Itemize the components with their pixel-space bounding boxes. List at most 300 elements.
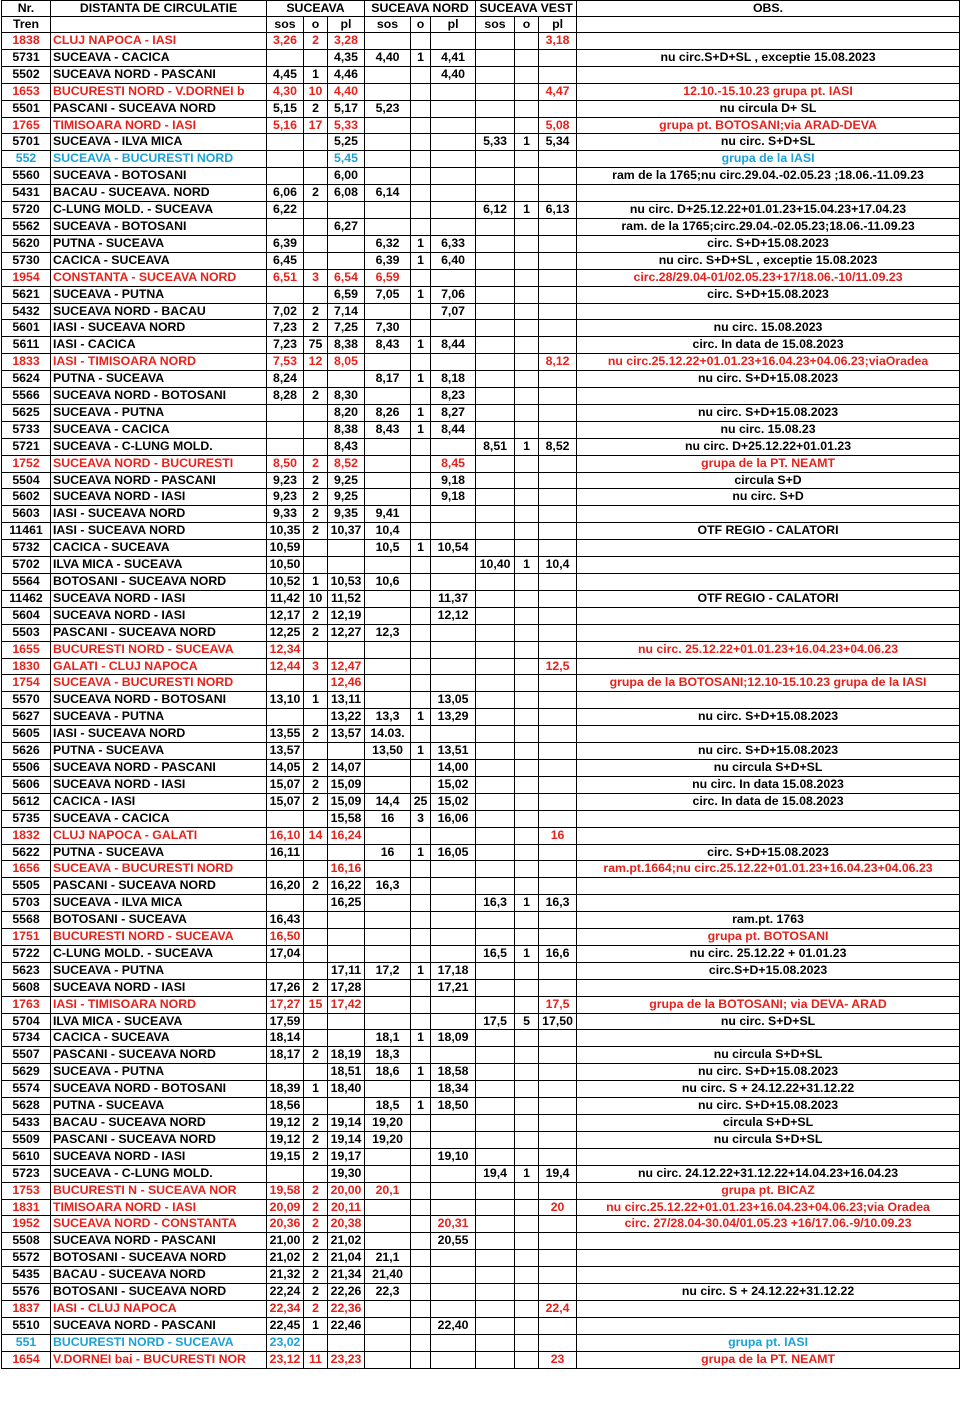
- suceava-pl: 19,14: [328, 1115, 365, 1132]
- suceava-sos: 10,52: [267, 574, 304, 591]
- route: IASI - SUCEAVA NORD: [51, 320, 267, 337]
- suceava-o: 2: [304, 33, 328, 50]
- suceava-o: [304, 438, 328, 455]
- suceava-vest-pl: [539, 641, 577, 658]
- suceava-pl: 8,30: [328, 388, 365, 405]
- route: SUCEAVA NORD - IASI: [51, 1148, 267, 1165]
- timetable: [1, 0, 960, 1369]
- suceava-vest-o: [515, 827, 539, 844]
- suceava-sos: 16,43: [267, 912, 304, 929]
- suceava-sos: 5,16: [267, 117, 304, 134]
- train-number: 5720: [2, 202, 51, 219]
- table-row: [2, 1064, 960, 1081]
- suceava-pl: 19,14: [328, 1131, 365, 1148]
- suceava-nord-sos: 17,2: [365, 962, 411, 979]
- suceava-nord-pl: [431, 438, 476, 455]
- suceava-vest-o: [515, 641, 539, 658]
- suceava-sos: 13,55: [267, 726, 304, 743]
- suceava-nord-pl: 17,18: [431, 962, 476, 979]
- table-row: [2, 557, 960, 574]
- suceava-nord-o: [411, 83, 431, 100]
- suceava-vest-pl: [539, 1098, 577, 1115]
- suceava-vest-sos: [476, 709, 515, 726]
- train-number: 5608: [2, 979, 51, 996]
- train-number: 1832: [2, 827, 51, 844]
- suceava-pl: 6,27: [328, 218, 365, 235]
- route: SUCEAVA - PUTNA: [51, 1064, 267, 1081]
- suceava-nord-sos: 21,1: [365, 1250, 411, 1267]
- route: SUCEAVA NORD - IASI: [51, 776, 267, 793]
- observation: nu circ. S+D: [577, 489, 960, 506]
- route: SUCEAVA - BOTOSANI: [51, 218, 267, 235]
- suceava-pl: [328, 202, 365, 219]
- suceava-o: [304, 49, 328, 66]
- suceava-pl: 15,09: [328, 776, 365, 793]
- suceava-nord-o: [411, 759, 431, 776]
- suceava-o: 2: [304, 776, 328, 793]
- suceava-nord-o: [411, 912, 431, 929]
- suceava-pl: 18,40: [328, 1081, 365, 1098]
- table-row: [2, 1030, 960, 1047]
- suceava-nord-o: [411, 354, 431, 371]
- suceava-vest-sos: [476, 506, 515, 523]
- suceava-vest-pl: [539, 269, 577, 286]
- route: PASCANI - SUCEAVA NORD: [51, 624, 267, 641]
- suceava-sos: 14,05: [267, 759, 304, 776]
- suceava-vest-pl: [539, 523, 577, 540]
- train-number: 5610: [2, 1148, 51, 1165]
- suceava-vest-pl: [539, 185, 577, 202]
- observation: nu circ. S + 24.12.22+31.12.22: [577, 1081, 960, 1098]
- suceava-nord-sos: [365, 929, 411, 946]
- suceava-nord-pl: 8,44: [431, 337, 476, 354]
- train-number: 1763: [2, 996, 51, 1013]
- route: BOTOSANI - SUCEAVA NORD: [51, 1250, 267, 1267]
- suceava-vest-o: [515, 354, 539, 371]
- suceava-nord-pl: 15,02: [431, 793, 476, 810]
- suceava-vest-sos: [476, 66, 515, 83]
- train-number: 5602: [2, 489, 51, 506]
- suceava-nord-o: [411, 523, 431, 540]
- route: TIMISOARA NORD - IASI: [51, 117, 267, 134]
- route: PUTNA - SUCEAVA: [51, 235, 267, 252]
- suceava-pl: [328, 1030, 365, 1047]
- suceava-nord-o: [411, 641, 431, 658]
- suceava-sos: 19,12: [267, 1131, 304, 1148]
- route: BOTOSANI - SUCEAVA NORD: [51, 574, 267, 591]
- train-number: 5504: [2, 472, 51, 489]
- suceava-nord-o: [411, 1182, 431, 1199]
- suceava-vest-pl: [539, 844, 577, 861]
- suceava-sos: 19,58: [267, 1182, 304, 1199]
- table-row: [2, 320, 960, 337]
- route: SUCEAVA NORD - IASI: [51, 590, 267, 607]
- suceava-nord-pl: 18,58: [431, 1064, 476, 1081]
- suceava-sos: 18,14: [267, 1030, 304, 1047]
- suceava-vest-o: [515, 692, 539, 709]
- timetable-body: [2, 33, 960, 1369]
- suceava-nord-o: [411, 574, 431, 591]
- observation: grupa de la BOTOSANI; via DEVA- ARAD: [577, 996, 960, 1013]
- route: BUCURESTI NORD - SUCEAVA: [51, 641, 267, 658]
- train-number: 1954: [2, 269, 51, 286]
- suceava-pl: 8,38: [328, 421, 365, 438]
- observation: nu circ. 15.08.2023: [577, 320, 960, 337]
- suceava-nord-sos: 16: [365, 810, 411, 827]
- route: SUCEAVA NORD - PASCANI: [51, 1233, 267, 1250]
- train-number: 5506: [2, 759, 51, 776]
- suceava-pl: 8,52: [328, 455, 365, 472]
- suceava-nord-pl: 8,18: [431, 371, 476, 388]
- suceava-nord-pl: [431, 1284, 476, 1301]
- route: IASI - CACICA: [51, 337, 267, 354]
- suceava-pl: 12,27: [328, 624, 365, 641]
- suceava-nord-o: [411, 151, 431, 168]
- suceava-nord-o: [411, 388, 431, 405]
- suceava-vest-pl: 5,34: [539, 134, 577, 151]
- train-number: 5620: [2, 235, 51, 252]
- observation: ram.pt.1664;nu circ.25.12.22+01.01.23+16.04.23+04.06.23: [577, 861, 960, 878]
- suceava-vest-sos: [476, 1131, 515, 1148]
- suceava-vest-o: [515, 658, 539, 675]
- suceava-vest-o: [515, 1233, 539, 1250]
- suceava-o: 2: [304, 1115, 328, 1132]
- suceava-pl: 4,40: [328, 83, 365, 100]
- suceava-o: 2: [304, 1047, 328, 1064]
- suceava-sos: [267, 438, 304, 455]
- observation: nu circ. In data 15.08.2023: [577, 776, 960, 793]
- suceava-o: 10: [304, 83, 328, 100]
- suceava-sos: 23,12: [267, 1351, 304, 1368]
- observation: [577, 506, 960, 523]
- suceava-pl: [328, 641, 365, 658]
- train-number: 11462: [2, 590, 51, 607]
- suceava-vest-sos: [476, 912, 515, 929]
- train-number: 5562: [2, 218, 51, 235]
- suceava-vest-sos: [476, 861, 515, 878]
- observation: grupa de la PT. NEAMT: [577, 1351, 960, 1368]
- suceava-nord-o: [411, 1267, 431, 1284]
- suceava-vest-o: [515, 1115, 539, 1132]
- suceava-pl: 5,25: [328, 134, 365, 151]
- suceava-o: 2: [304, 878, 328, 895]
- header-nr: Nr.: [2, 1, 51, 17]
- suceava-nord-pl: 13,29: [431, 709, 476, 726]
- train-number: 1656: [2, 861, 51, 878]
- route: C-LUNG MOLD. - SUCEAVA: [51, 945, 267, 962]
- table-row: [2, 759, 960, 776]
- suceava-nord-pl: [431, 624, 476, 641]
- observation: circ. In data de 15.08.2023: [577, 793, 960, 810]
- suceava-vest-pl: [539, 1047, 577, 1064]
- suceava-sos: 17,27: [267, 996, 304, 1013]
- suceava-vest-o: [515, 675, 539, 692]
- observation: circ. S+D+15.08.2023: [577, 235, 960, 252]
- train-number: 5734: [2, 1030, 51, 1047]
- suceava-o: 2: [304, 759, 328, 776]
- suceava-vest-sos: [476, 168, 515, 185]
- suceava-vest-sos: [476, 844, 515, 861]
- suceava-vest-sos: 10,40: [476, 557, 515, 574]
- suceava-nord-sos: [365, 134, 411, 151]
- suceava-vest-sos: [476, 151, 515, 168]
- suceava-nord-sos: 9,41: [365, 506, 411, 523]
- suceava-nord-sos: [365, 117, 411, 134]
- suceava-vest-o: [515, 844, 539, 861]
- suceava-vest-pl: 20: [539, 1199, 577, 1216]
- suceava-vest-o: [515, 33, 539, 50]
- suceava-nord-sos: 16: [365, 844, 411, 861]
- train-number: 11461: [2, 523, 51, 540]
- header-row-2: [2, 17, 960, 33]
- observation: nu circ.25.12.22+01.01.23+16.04.23+04.06.23;via Oradea: [577, 1199, 960, 1216]
- suceava-sos: 10,50: [267, 557, 304, 574]
- suceava-vest-o: [515, 1267, 539, 1284]
- suceava-o: 11: [304, 1351, 328, 1368]
- train-number: 5626: [2, 743, 51, 760]
- suceava-nord-sos: [365, 1300, 411, 1317]
- suceava-nord-pl: [431, 506, 476, 523]
- suceava-nord-sos: [365, 1334, 411, 1351]
- observation: [577, 658, 960, 675]
- suceava-nord-sos: 18,5: [365, 1098, 411, 1115]
- suceava-nord-o: 1: [411, 337, 431, 354]
- suceava-pl: 7,14: [328, 303, 365, 320]
- table-row: [2, 878, 960, 895]
- suceava-nord-sos: [365, 912, 411, 929]
- suceava-nord-sos: 8,17: [365, 371, 411, 388]
- suceava-nord-o: [411, 1317, 431, 1334]
- suceava-vest-o: [515, 269, 539, 286]
- train-number: 5435: [2, 1267, 51, 1284]
- suceava-nord-sos: 12,3: [365, 624, 411, 641]
- train-number: 5574: [2, 1081, 51, 1098]
- table-row: [2, 810, 960, 827]
- suceava-pl: 12,19: [328, 607, 365, 624]
- suceava-vest-pl: [539, 49, 577, 66]
- suceava-pl: [328, 540, 365, 557]
- train-number: 5509: [2, 1131, 51, 1148]
- suceava-o: [304, 202, 328, 219]
- suceava-o: [304, 540, 328, 557]
- suceava-vest-pl: 16,3: [539, 895, 577, 912]
- observation: nu circ. S+D+15.08.2023: [577, 404, 960, 421]
- suceava-sos: [267, 168, 304, 185]
- suceava-vest-sos: [476, 726, 515, 743]
- suceava-vest-sos: [476, 641, 515, 658]
- suceava-o: [304, 844, 328, 861]
- suceava-pl: [328, 235, 365, 252]
- suceava-o: 1: [304, 574, 328, 591]
- suceava-vest-sos: [476, 692, 515, 709]
- suceava-nord-o: 1: [411, 962, 431, 979]
- suceava-pl: 16,16: [328, 861, 365, 878]
- route: PASCANI - SUCEAVA NORD: [51, 100, 267, 117]
- suceava-vest-pl: [539, 489, 577, 506]
- observation: circ. 27/28.04-30.04/01.05.23 +16/17.06.-9/10.09.23: [577, 1216, 960, 1233]
- suceava-pl: 9,25: [328, 472, 365, 489]
- observation: nu circ. 25.12.22 + 01.01.23: [577, 945, 960, 962]
- suceava-vest-o: 1: [515, 438, 539, 455]
- suceava-nord-pl: 19,10: [431, 1148, 476, 1165]
- route: BUCURESTI NORD - SUCEAVA: [51, 1334, 267, 1351]
- suceava-pl: [328, 912, 365, 929]
- suceava-vest-pl: 12,5: [539, 658, 577, 675]
- table-row: [2, 912, 960, 929]
- suceava-nord-pl: 20,31: [431, 1216, 476, 1233]
- suceava-o: 2: [304, 1267, 328, 1284]
- table-row: [2, 202, 960, 219]
- suceava-vest-o: [515, 912, 539, 929]
- suceava-sos: [267, 151, 304, 168]
- suceava-nord-o: [411, 1233, 431, 1250]
- suceava-sos: 9,23: [267, 472, 304, 489]
- suceava-o: 2: [304, 455, 328, 472]
- train-number: 5431: [2, 185, 51, 202]
- suceava-nord-sos: [365, 1081, 411, 1098]
- suceava-sos: [267, 286, 304, 303]
- suceava-o: [304, 286, 328, 303]
- route: SUCEAVA NORD - BUCURESTI: [51, 455, 267, 472]
- train-number: 1837: [2, 1300, 51, 1317]
- suceava-o: 1: [304, 1317, 328, 1334]
- suceava-nord-sos: [365, 827, 411, 844]
- route: SUCEAVA - C-LUNG MOLD.: [51, 438, 267, 455]
- suceava-pl: 6,00: [328, 168, 365, 185]
- suceava-nord-pl: [431, 658, 476, 675]
- suceava-o: 14: [304, 827, 328, 844]
- suceava-o: 1: [304, 66, 328, 83]
- suceava-pl: 8,38: [328, 337, 365, 354]
- observation: [577, 557, 960, 574]
- observation: circula S+D: [577, 472, 960, 489]
- suceava-pl: 21,34: [328, 1267, 365, 1284]
- suceava-vest-sos: [476, 675, 515, 692]
- observation: nu circ. 24.12.22+31.12.22+14.04.23+16.04.23: [577, 1165, 960, 1182]
- table-row: [2, 404, 960, 421]
- suceava-nord-sos: [365, 455, 411, 472]
- suceava-pl: [328, 1334, 365, 1351]
- table-row: [2, 929, 960, 946]
- suceava-vest-pl: [539, 726, 577, 743]
- suceava-nord-pl: 15,02: [431, 776, 476, 793]
- suceava-o: 2: [304, 1284, 328, 1301]
- table-row: [2, 337, 960, 354]
- suceava-nord-o: [411, 506, 431, 523]
- suceava-sos: [267, 421, 304, 438]
- suceava-sos: 9,33: [267, 506, 304, 523]
- suceava-nord-sos: 13,3: [365, 709, 411, 726]
- suceava-nord-pl: [431, 320, 476, 337]
- suceava-nord-pl: 16,05: [431, 844, 476, 861]
- suceava-o: [304, 1064, 328, 1081]
- train-number: 5603: [2, 506, 51, 523]
- suceava-vest-pl: 19,4: [539, 1165, 577, 1182]
- suceava-vest-sos: [476, 83, 515, 100]
- suceava-nord-pl: [431, 202, 476, 219]
- route: CLUJ NAPOCA - IASI: [51, 33, 267, 50]
- suceava-o: [304, 1013, 328, 1030]
- suceava-nord-sos: [365, 151, 411, 168]
- train-number: 5623: [2, 962, 51, 979]
- suceava-sos: 16,50: [267, 929, 304, 946]
- suceava-vest-pl: [539, 912, 577, 929]
- suceava-pl: 6,54: [328, 269, 365, 286]
- suceava-nord-sos: [365, 202, 411, 219]
- suceava-nord-pl: 22,40: [431, 1317, 476, 1334]
- suceava-nord-o: [411, 776, 431, 793]
- suceava-nord-o: [411, 1165, 431, 1182]
- suceava-o: 2: [304, 1250, 328, 1267]
- suceava-o: 17: [304, 117, 328, 134]
- suceava-nord-o: [411, 692, 431, 709]
- suceava-vest-sos: [476, 624, 515, 641]
- suceava-pl: [328, 929, 365, 946]
- suceava-vest-sos: [476, 49, 515, 66]
- suceava-vest-o: [515, 83, 539, 100]
- table-row: [2, 235, 960, 252]
- suceava-sos: 3,26: [267, 33, 304, 50]
- suceava-vest-sos: [476, 827, 515, 844]
- train-number: 5701: [2, 134, 51, 151]
- suceava-nord-sos: 8,43: [365, 337, 411, 354]
- train-number: 5722: [2, 945, 51, 962]
- suceava-nord-sos: 18,1: [365, 1030, 411, 1047]
- suceava-nord-pl: 14,00: [431, 759, 476, 776]
- suceava-sos: [267, 861, 304, 878]
- suceava-o: 2: [304, 726, 328, 743]
- suceava-sos: 7,53: [267, 354, 304, 371]
- suceava-vest-sos: [476, 489, 515, 506]
- suceava-vest-o: [515, 962, 539, 979]
- suceava-vest-o: [515, 1047, 539, 1064]
- suceava-o: [304, 743, 328, 760]
- suceava-vest-o: [515, 320, 539, 337]
- suceava-pl: [328, 252, 365, 269]
- suceava-o: 2: [304, 1148, 328, 1165]
- train-number: 5510: [2, 1317, 51, 1334]
- table-row: [2, 269, 960, 286]
- suceava-nord-o: 25: [411, 793, 431, 810]
- suceava-sos: 21,32: [267, 1267, 304, 1284]
- table-row: [2, 421, 960, 438]
- suceava-pl: 6,59: [328, 286, 365, 303]
- suceava-nord-pl: [431, 100, 476, 117]
- suceava-vest-sos: [476, 117, 515, 134]
- suceava-o: [304, 151, 328, 168]
- suceava-pl: 5,45: [328, 151, 365, 168]
- route: CONSTANTA - SUCEAVA NORD: [51, 269, 267, 286]
- suceava-nord-o: [411, 1334, 431, 1351]
- suceava-vest-pl: 17,50: [539, 1013, 577, 1030]
- table-row: [2, 692, 960, 709]
- suceava-nord-o: [411, 1131, 431, 1148]
- train-number: 5721: [2, 438, 51, 455]
- suceava-nord-sos: [365, 692, 411, 709]
- header-n-sos: sos: [365, 17, 411, 33]
- train-number: 552: [2, 151, 51, 168]
- header-suceava: SUCEAVA: [267, 1, 365, 17]
- suceava-vest-pl: [539, 404, 577, 421]
- suceava-o: 2: [304, 388, 328, 405]
- suceava-vest-o: [515, 100, 539, 117]
- suceava-vest-o: [515, 421, 539, 438]
- route: BUCURESTI NORD - V.DORNEI b: [51, 83, 267, 100]
- observation: [577, 624, 960, 641]
- suceava-nord-sos: 21,40: [365, 1267, 411, 1284]
- observation: [577, 33, 960, 50]
- suceava-nord-pl: [431, 1334, 476, 1351]
